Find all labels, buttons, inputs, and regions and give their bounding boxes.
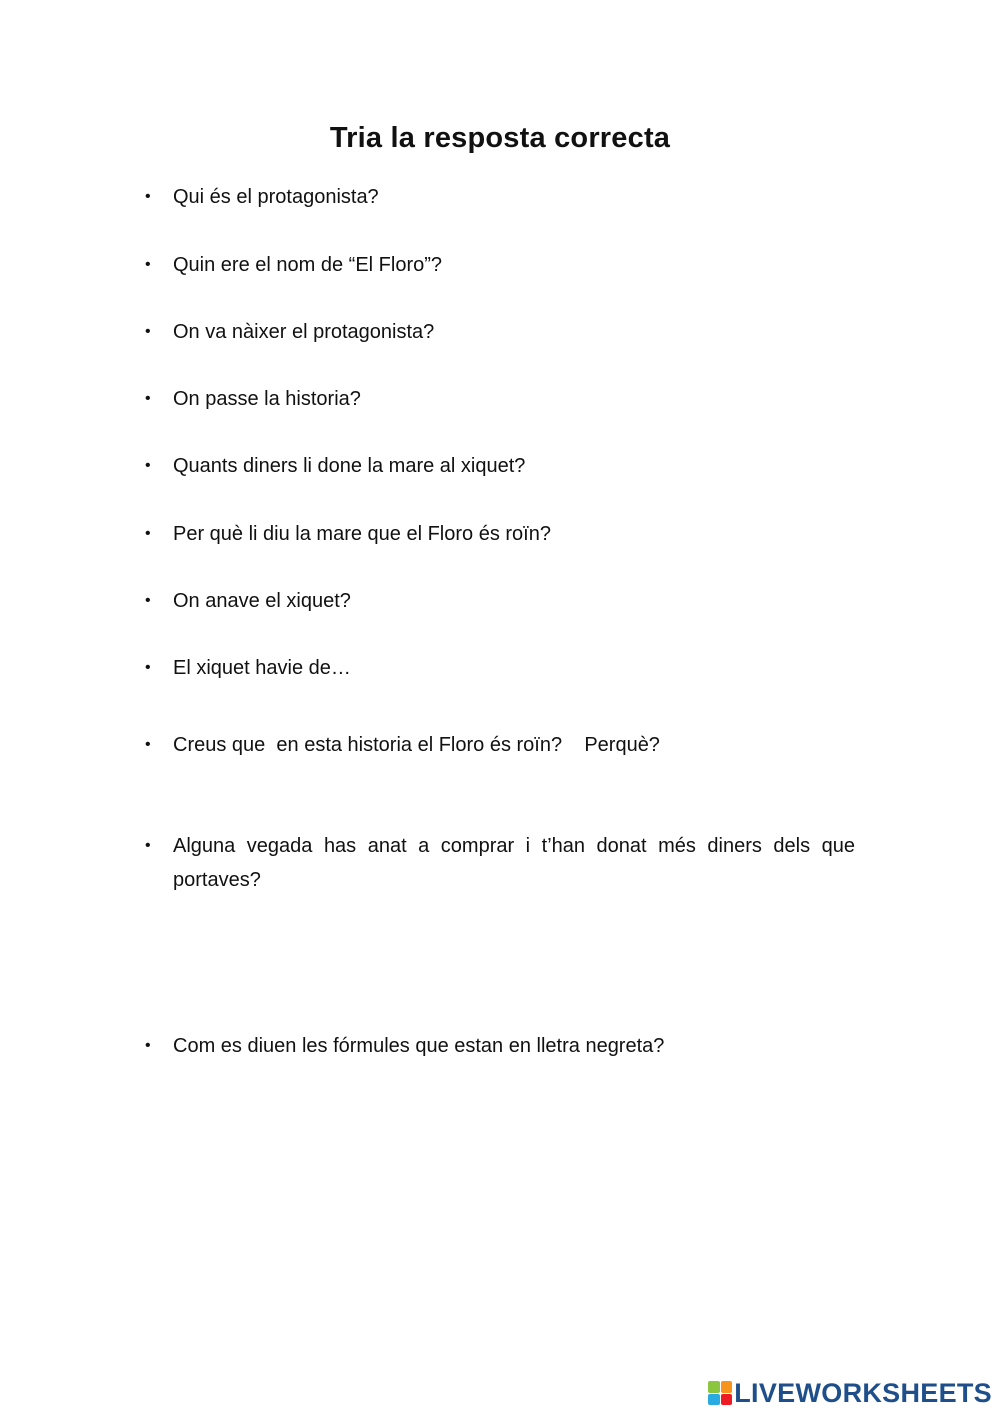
bullet-icon: • <box>145 457 151 474</box>
question-item <box>145 382 855 416</box>
question-item <box>145 829 861 897</box>
question-text: On passe la historia? <box>173 388 361 410</box>
question-text: Creus que en esta historia el Floro és roïn? Perquè? <box>173 734 660 756</box>
question-text: Com es diuen les fórmules que estan en lletra negreta? <box>173 1035 665 1057</box>
bullet-icon: • <box>145 592 151 609</box>
bullet-icon: • <box>145 390 151 407</box>
question-text: Quin ere el nom de “El Floro”? <box>173 254 443 276</box>
question-item <box>145 180 855 214</box>
liveworksheets-logo-icon <box>708 1381 732 1405</box>
bullet-icon: • <box>145 659 151 676</box>
question-item <box>145 449 855 483</box>
question-item <box>145 651 855 685</box>
brand-name: LIVEWORKSHEETS <box>734 1377 992 1408</box>
question-text: El xiquet havie de… <box>173 657 351 679</box>
bullet-icon: • <box>145 1037 151 1054</box>
question-text: Alguna vegada has anat a comprar i t’han donat més diners dels que portaves? <box>173 835 861 891</box>
bullet-icon: • <box>145 256 151 273</box>
question-text: On va nàixer el protagonista? <box>173 321 435 343</box>
logo-square-orange <box>721 1381 733 1393</box>
question-item <box>145 728 855 762</box>
question-item <box>145 248 855 282</box>
logo-square-red <box>721 1394 733 1406</box>
question-text: On anave el xiquet? <box>173 590 351 612</box>
liveworksheets-brand[interactable] <box>708 1378 992 1408</box>
question-text: Per què li diu la mare que el Floro és roïn? <box>173 523 551 545</box>
bullet-icon: • <box>145 323 151 340</box>
question-item <box>145 1029 855 1063</box>
logo-square-green <box>708 1381 720 1393</box>
bullet-icon: • <box>145 837 151 854</box>
question-item <box>145 584 855 618</box>
page-title: Tria la resposta correcta <box>329 122 671 154</box>
bullet-icon: • <box>145 736 151 753</box>
bullet-icon: • <box>145 525 151 542</box>
question-text: Qui és el protagonista? <box>173 186 379 208</box>
bullet-icon: • <box>145 188 151 205</box>
question-text: Quants diners li done la mare al xiquet? <box>173 455 526 477</box>
logo-square-blue <box>708 1394 720 1406</box>
question-item <box>145 315 855 349</box>
question-item <box>145 517 855 551</box>
